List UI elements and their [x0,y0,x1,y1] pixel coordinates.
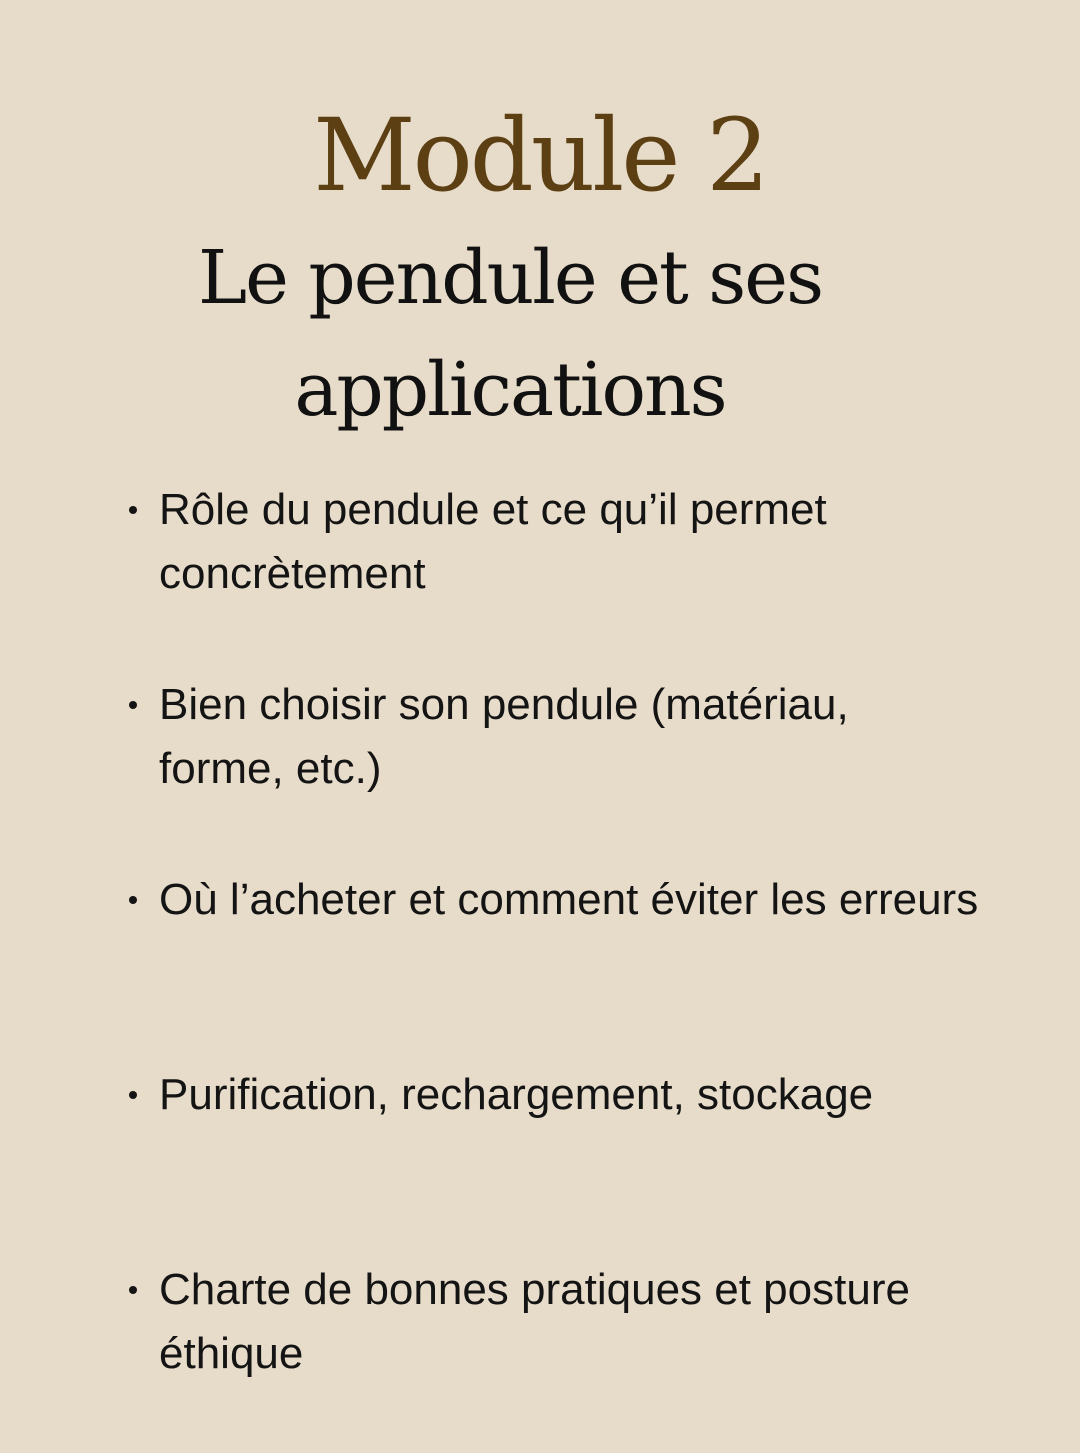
topic-text: Charte de bonnes pratiques et posture éthique [159,1265,910,1378]
bullet-icon [129,506,137,514]
list-item [125,1258,985,1453]
topic-text: Rôle du pendule et ce qu’il permet concrètement [159,485,827,598]
module-title: Module 2 [313,97,767,214]
list-item [125,478,985,673]
bullet-icon [129,1091,137,1099]
bullet-icon [129,1286,137,1294]
topic-text: Où l’acheter et comment éviter les erreurs [159,875,979,924]
topic-text: Purification, rechargement, stockage [159,1070,874,1119]
bullet-icon [129,896,137,904]
topic-list [125,478,985,1453]
module-subtitle: Le pendule et ses applications [197,235,823,433]
bullet-icon [129,701,137,709]
list-item [125,673,985,868]
list-item [125,1063,985,1258]
list-item [125,868,985,1063]
topic-text: Bien choisir son pendule (matériau, forme, etc.) [159,680,849,793]
